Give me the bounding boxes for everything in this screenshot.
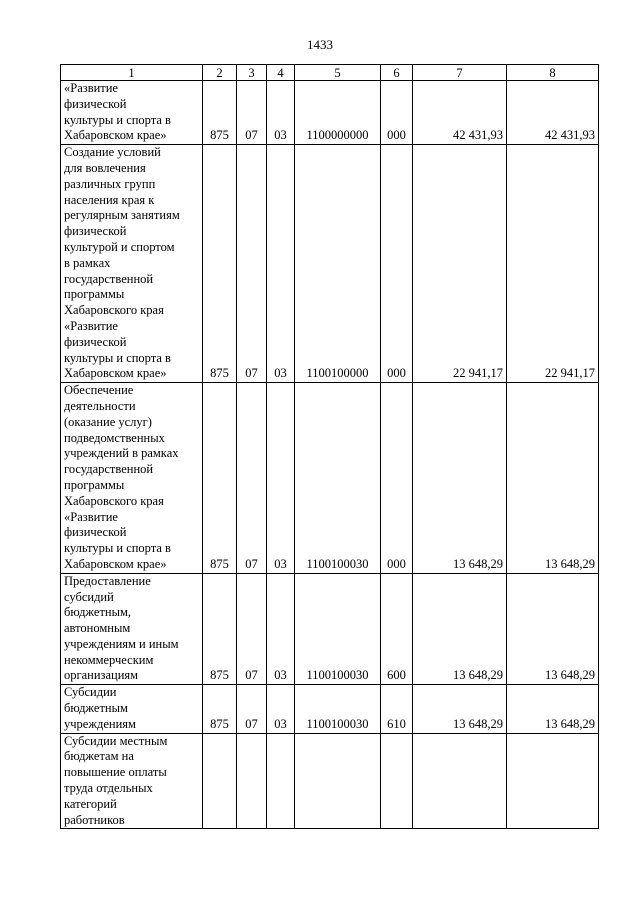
subsection-code <box>267 733 295 829</box>
column-header: 3 <box>237 65 267 81</box>
subsection-code: 03 <box>267 573 295 685</box>
target-article-code: 1100100030 <box>295 685 381 733</box>
ministry-code: 875 <box>203 81 237 145</box>
table-row <box>61 733 599 829</box>
table-row <box>61 81 599 145</box>
table-header-row <box>61 65 599 81</box>
ministry-code: 875 <box>203 145 237 383</box>
column-header: 6 <box>381 65 413 81</box>
amount-value: 13 648,29 <box>413 573 507 685</box>
ministry-code <box>203 733 237 829</box>
row-description: Предоставление субсидий бюджетным, автономным учреждениям и иным некоммерческим организациям <box>61 573 203 685</box>
table-row <box>61 685 599 733</box>
amount-value <box>413 733 507 829</box>
section-code: 07 <box>237 81 267 145</box>
amount-value <box>507 733 599 829</box>
table-row <box>61 145 599 383</box>
expense-type-code: 000 <box>381 81 413 145</box>
row-description: Субсидии местным бюджетам на повышение оплаты труда отдельных категорий работников <box>61 733 203 829</box>
column-header: 8 <box>507 65 599 81</box>
row-description: Создание условий для вовлечения различных групп населения края к регулярным занятиям физической культурой и спортом в рамках государственной программы Хабаровского края «Развитие физической культуры и спорта в Хабаровском крае» <box>61 145 203 383</box>
row-description: «Развитие физической культуры и спорта в Хабаровском крае» <box>61 81 203 145</box>
target-article-code <box>295 733 381 829</box>
ministry-code: 875 <box>203 573 237 685</box>
amount-value: 13 648,29 <box>413 685 507 733</box>
amount-value: 42 431,93 <box>413 81 507 145</box>
column-header: 7 <box>413 65 507 81</box>
section-code <box>237 733 267 829</box>
column-header: 5 <box>295 65 381 81</box>
page-number: 1433 <box>307 37 333 52</box>
expense-type-code: 600 <box>381 573 413 685</box>
subsection-code: 03 <box>267 685 295 733</box>
amount-value: 22 941,17 <box>507 145 599 383</box>
amount-value: 13 648,29 <box>507 685 599 733</box>
target-article-code: 1100100000 <box>295 145 381 383</box>
section-code: 07 <box>237 573 267 685</box>
target-article-code: 1100000000 <box>295 81 381 145</box>
expense-type-code <box>381 733 413 829</box>
section-code: 07 <box>237 383 267 574</box>
section-code: 07 <box>237 685 267 733</box>
column-header: 2 <box>203 65 237 81</box>
expense-type-code: 000 <box>381 383 413 574</box>
ministry-code: 875 <box>203 685 237 733</box>
row-description: Обеспечение деятельности (оказание услуг) подведомственных учреждений в рамках государственной программы Хабаровского края «Развитие физической культуры и спорта в Хабаровском крае» <box>61 383 203 574</box>
amount-value: 22 941,17 <box>413 145 507 383</box>
row-description: Субсидии бюджетным учреждениям <box>61 685 203 733</box>
table-row <box>61 383 599 574</box>
budget-table <box>60 64 599 829</box>
table-row <box>61 573 599 685</box>
column-header: 4 <box>267 65 295 81</box>
subsection-code: 03 <box>267 383 295 574</box>
ministry-code: 875 <box>203 383 237 574</box>
amount-value: 13 648,29 <box>413 383 507 574</box>
expense-type-code: 000 <box>381 145 413 383</box>
amount-value: 13 648,29 <box>507 383 599 574</box>
subsection-code: 03 <box>267 145 295 383</box>
section-code: 07 <box>237 145 267 383</box>
subsection-code: 03 <box>267 81 295 145</box>
column-header: 1 <box>61 65 203 81</box>
amount-value: 13 648,29 <box>507 573 599 685</box>
target-article-code: 1100100030 <box>295 573 381 685</box>
expense-type-code: 610 <box>381 685 413 733</box>
target-article-code: 1100100030 <box>295 383 381 574</box>
amount-value: 42 431,93 <box>507 81 599 145</box>
